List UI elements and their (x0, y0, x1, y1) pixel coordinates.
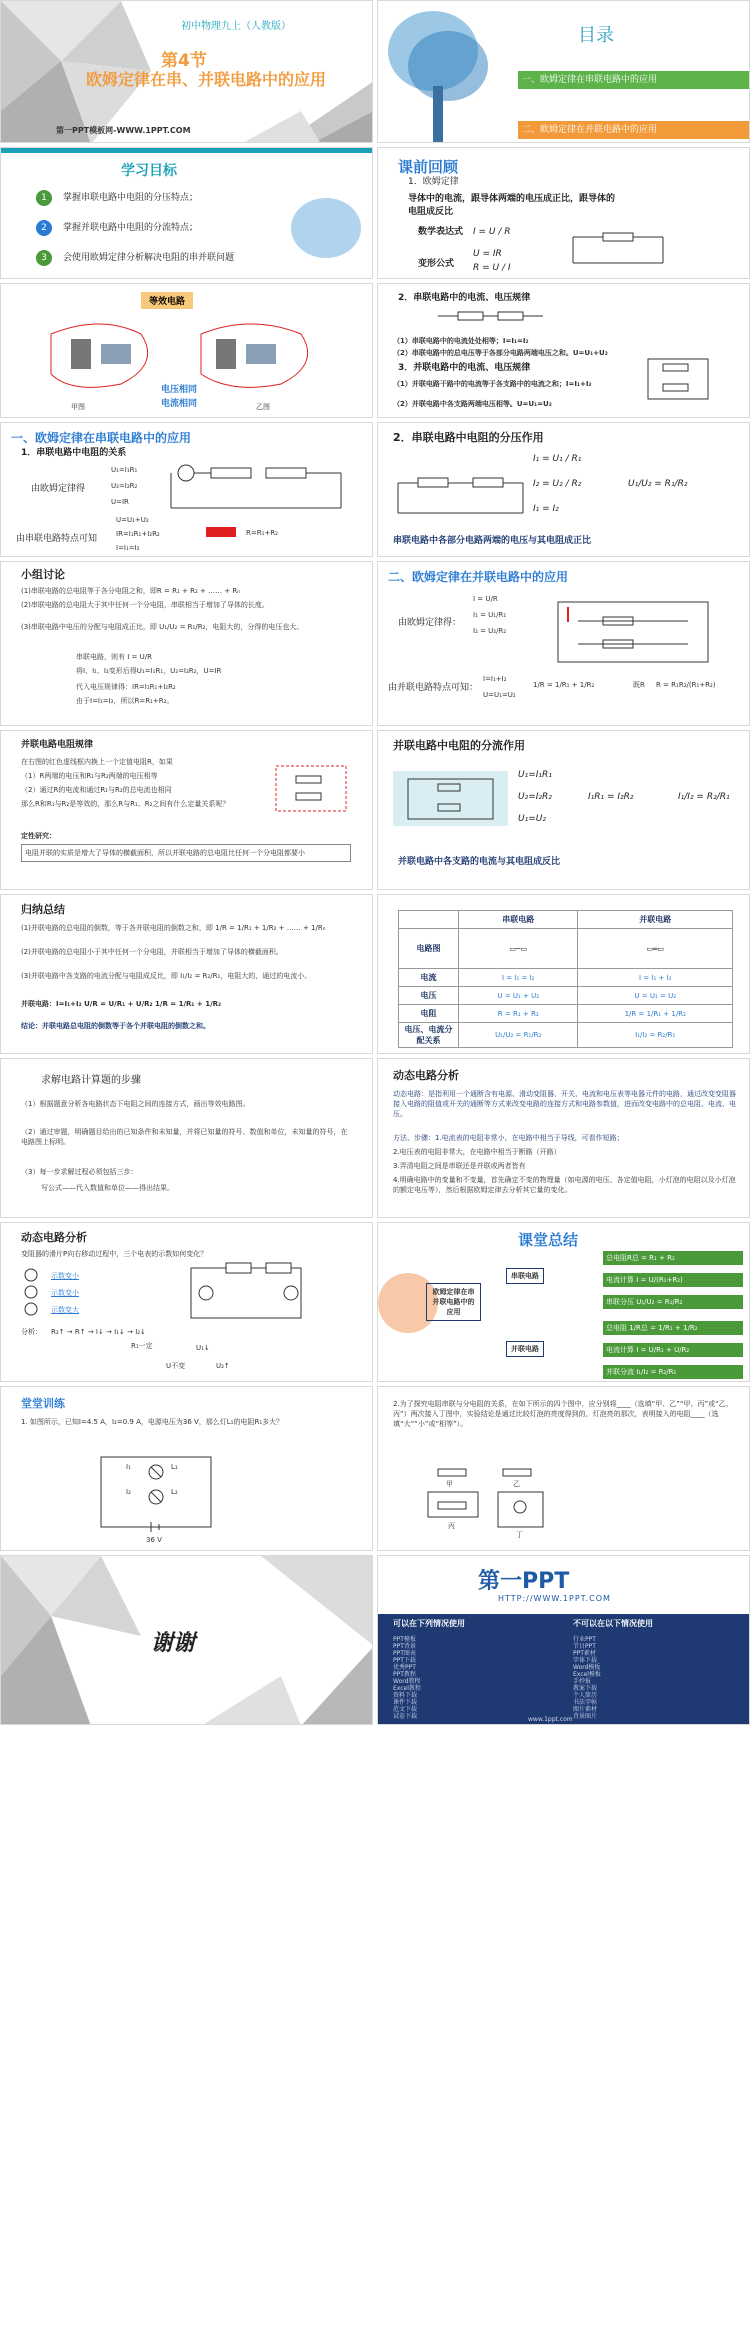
dynamic-intro-p2: 方法、步骤：1.电流表的电阻非常小，在电路中相当于导线，可看作短路； (393, 1134, 624, 1142)
credit-item[interactable]: PPT素材 (573, 1650, 596, 1657)
analysis-f1: R₁一定 (131, 1342, 153, 1350)
qualitative-label: 定性研究： (21, 832, 56, 840)
class-summary-title: 课堂总结 (518, 1231, 579, 1249)
credits-logo: 第一PPT (478, 1569, 570, 1594)
dynamic-intro-p3: 2.电压表的电阻非常大，在电路中相当于断路（开路） (393, 1148, 561, 1156)
formula-r: R = U / I (473, 263, 511, 273)
caption-current: 电流相同 (161, 399, 198, 409)
tree-illustration (378, 1, 518, 143)
p-eq-r: R = R₁R₂/(R₁+R₂) (656, 681, 716, 689)
formula-ohm: I = U / R (473, 227, 511, 237)
page-title: 欧姆定律在串、并联电路中的应用 (85, 70, 326, 89)
credit-item[interactable]: 行业PPT (573, 1636, 596, 1643)
resistor-diagram (378, 148, 750, 279)
eq-i: I=I₁=I₂ (116, 544, 140, 552)
slide-parallel-divider[interactable] (377, 730, 750, 890)
exercise-l2: L₂ (171, 1488, 178, 1496)
credit-item[interactable]: 教案下载 (573, 1685, 598, 1692)
exercise-i2: I₂ (126, 1488, 131, 1496)
review-title: 课前回顾 (398, 158, 459, 176)
credits-list-2 (573, 1636, 743, 1720)
credit-item[interactable]: 试卷下载 (393, 1713, 418, 1720)
slide-compare-table[interactable] (377, 894, 750, 1054)
parallel-ohm-b: 由并联电路特点可知： (388, 683, 479, 693)
answer-3: 示数变大 (51, 1306, 79, 1314)
pf-eq: U₁=U₂ (518, 814, 546, 824)
credit-item[interactable]: 背景图片 (573, 1713, 598, 1720)
cell-series-voltage: U = U₁ + U₂ (459, 987, 578, 1005)
goal-3: 会使用欧姆定律分析解决电阻的串并联问题 (63, 253, 235, 263)
summary-p1: (1)并联电路的总电阻的倒数，等于各并联电阻的倒数之和，即 1/R = 1/R₁ + 1/R₂ + …… + 1/Rₙ (21, 924, 326, 932)
analysis-chain: R₂↑ → R↑ → I↓ → I₁↓ → I₂↓ (51, 1328, 146, 1336)
summary-c1: 总电阻R总 = R₁ + R₂ (603, 1251, 743, 1265)
series-ohm-title: 一、欧姆定律在串联电路中的应用 (11, 431, 192, 445)
p-eq-i2: I₂ = U₂/R₂ (473, 627, 507, 635)
slide-exercise-1[interactable] (0, 1386, 373, 1551)
toc-item-2[interactable]: 二、欧姆定律在并联电路中的应用 (518, 121, 750, 139)
eq-sum: U=U₁+U₂ (116, 516, 149, 524)
cell-parallel-current: I = I₁ + I₂ (578, 969, 733, 987)
slide-summary[interactable] (0, 894, 373, 1054)
slide-equivalent[interactable] (0, 283, 373, 418)
credit-item[interactable]: 资料下载 (393, 1692, 418, 1699)
discussion-p2: (2)串联电路的总电阻大于其中任何一个分电阻，串联相当于增加了导体的长度。 (21, 601, 269, 609)
parallel-ohm-a: 由欧姆定律得： (398, 618, 462, 628)
divider-title: 2．串联电路中电阻的分压作用 (393, 431, 544, 444)
parallel-rule-p1: 在右图的红色虚线框内换上一个定值电阻R，如果 (21, 758, 173, 766)
slide-exercise-2[interactable] (377, 1386, 750, 1551)
dynamic-intro-title: 动态电路分析 (393, 1069, 459, 1082)
goals-title: 学习目标 (121, 163, 177, 179)
pf-ratio: I₁/I₂ = R₂/R₁ (678, 792, 730, 802)
fig-bing: 丙 (448, 1522, 455, 1530)
summary-title: 归纳总结 (21, 903, 65, 916)
discussion-p6: 代入电压规律得：IR=I₁R₁+I₂R₂ (76, 683, 176, 691)
goal-2-badge: 2 (36, 220, 52, 236)
slide-steps[interactable] (0, 1058, 373, 1218)
rule-series-voltage: （2）串联电路中的总电压等于各部分电路两端电压之和。U=U₁+U₂ (393, 349, 608, 357)
series-ohm-b: 由串联电路特点可知 (16, 534, 98, 544)
analysis-f3: U不变 (166, 1362, 186, 1370)
parallel-circuit (378, 562, 750, 726)
credits-allowed-title: 可以在下列情况使用 (393, 1619, 465, 1628)
f-i2: I₂ = U₂ / R₂ (533, 479, 582, 489)
pf-u2: U₂=I₂R₂ (518, 792, 552, 802)
credits-list-1 (393, 1636, 563, 1720)
summary-c2: 电流计算 I = U/(R₁+R₂) (603, 1273, 743, 1287)
cell-series-diagram: ▭─▭ (459, 929, 578, 969)
formula-u: U = IR (473, 249, 502, 259)
credit-item[interactable]: Word模板 (573, 1664, 601, 1671)
subject-label: 初中物理九上（人教版） (181, 21, 291, 32)
col-parallel: 并联电路 (578, 911, 733, 929)
caption-voltage: 电压相同 (161, 385, 198, 395)
eq-u1: U₁=I₁R₁ (111, 466, 138, 474)
dynamic-intro-p4: 3.弄清电阻之间是串联还是并联或两者皆有 (393, 1162, 526, 1170)
eq-u: U=IR (111, 498, 129, 506)
discussion-p5: 将I、I₁、I₂变形后得U₁=I₁R₁，U₂=I₂R₂，U=IR (76, 667, 222, 675)
slide-parallel-ohm[interactable] (377, 561, 750, 726)
goal-1-badge: 1 (36, 190, 52, 206)
steps-title: 求解电路计算题的步骤 (41, 1075, 141, 1086)
steps-p2: （2）通过审题，明确题目给出的已知条件和未知量，并将已知量的符号、数值和单位，未知量的符号，在电路图上标明。 (21, 1128, 348, 1146)
pf-u1: U₁=I₁R₁ (518, 770, 552, 780)
discussion-title: 小组讨论 (21, 568, 65, 581)
credit-item[interactable]: Excel教程 (393, 1685, 421, 1692)
credit-item[interactable]: 手抄报 (573, 1678, 592, 1685)
eq-result: R=R₁+R₂ (246, 529, 278, 537)
exercise-title: 堂堂训练 (21, 1397, 65, 1410)
summary-p2: (2)并联电路的总电阻小于其中任何一个分电阻，并联相当于增加了导体的横截面积。 (21, 948, 283, 956)
parallel-ohm-title: 二、欧姆定律在并联电路中的应用 (388, 570, 569, 584)
summary-c6: 并联分流 I₁/I₂ = R₂/R₁ (603, 1365, 743, 1379)
analysis-f4: U₂↑ (216, 1362, 230, 1370)
dynamic-question: 变阻器的滑片P向右移动过程中，三个电表的示数如何变化？ (21, 1250, 208, 1258)
rule-parallel-current: （1）并联电路干路中的电流等于各支路中的电流之和；I=I₁+I₂ (393, 380, 592, 388)
dynamic-circuit (1, 1223, 373, 1382)
cell-parallel-diagram: ▭═▭ (578, 929, 733, 969)
pf-prod: I₁R₁ = I₂R₂ (588, 792, 634, 802)
footer-text: 第一PPT模板网-WWW.1PPT.COM (56, 126, 191, 135)
review-expression-label: 数学表达式 (418, 227, 464, 237)
p-eq-u: U=U₁=U₂ (483, 691, 516, 699)
exercise-l1: L₁ (171, 1463, 178, 1471)
credit-item[interactable]: PPT模板 (393, 1636, 416, 1643)
slide-dynamic-intro[interactable] (377, 1058, 750, 1218)
dynamic-example-title: 动态电路分析 (21, 1231, 87, 1244)
exercise-i1: I₁ (126, 1463, 131, 1471)
cell-parallel-distribution: I₁/I₂ = R₂/R₁ (578, 1023, 733, 1048)
f-i1: I₁ = U₁ / R₁ (533, 454, 582, 464)
credit-item[interactable]: Word教程 (393, 1678, 421, 1685)
row-distribution: 电压、电流分配关系 (399, 1023, 459, 1048)
slide-goals[interactable] (0, 147, 373, 279)
steps-p1: （1）根据题意分析各电路状态下电阻之间的连接方式，画出等效电路图。 (21, 1100, 250, 1108)
rules-series-title: 2．串联电路中的电流、电压规律 (398, 293, 531, 303)
series-ohm-a: 由欧姆定律得 (31, 484, 86, 494)
f-ratio: U₁/U₂ = R₁/R₂ (628, 479, 688, 489)
review-variant-label: 变形公式 (418, 259, 455, 269)
exercise-q2: 2.为了探究电阻串联与分电阻的关系，在如下所示的四个图中，应分别将____（选填“甲、乙”“甲、丙”或“乙、丙”）两次接入丁图中，实验结论是通过比较灯泡的亮度得到的，灯泡亮的那次，表明接入的电阻____（选填“大”“小”或“相等”）。 (393, 1400, 733, 1428)
credit-item[interactable]: 书法字帖 (573, 1699, 598, 1706)
answer-2: 示数变小 (51, 1289, 79, 1297)
credits-link[interactable]: www.1ppt.com (528, 1716, 573, 1723)
slide-parallel-rule[interactable] (0, 730, 373, 890)
credit-item[interactable]: 节日PPT (573, 1643, 596, 1650)
credit-item[interactable]: 课件下载 (393, 1699, 418, 1706)
analysis-f2: U₁↓ (196, 1344, 210, 1352)
summary-root: 欧姆定律在串并联电路中的应用 (426, 1283, 481, 1321)
tree-decoration (291, 198, 361, 258)
f-eq: I₁ = I₂ (533, 504, 559, 514)
parallel-rule-p3: （2）通过R的电流和通过R₁与R₂的总电流也相同 (21, 786, 172, 794)
compare-table (398, 910, 733, 1048)
slide-series-divider[interactable] (377, 422, 750, 557)
credit-item[interactable]: PPT背景 (393, 1643, 416, 1650)
cell-series-current: I = I₁ = I₂ (459, 969, 578, 987)
summary-c5: 电流计算 I = U/R₁ + U/R₂ (603, 1343, 743, 1357)
fig-yi: 乙 (513, 1480, 520, 1488)
slide-class-summary[interactable] (377, 1222, 750, 1382)
credit-item[interactable]: Excel模板 (573, 1671, 601, 1678)
slide-thanks[interactable] (0, 1555, 373, 1725)
discussion-p3: (3)串联电路中电压的分配与电阻成正比，即 U₁/U₂ = R₁/R₂，电阻大的，分得的电压也大。 (21, 623, 304, 631)
slide-credits[interactable] (377, 1555, 750, 1725)
pdiv-title: 并联电路中电阻的分流作用 (393, 739, 525, 752)
rules-parallel-title: 3．并联电路中的电流、电压规律 (398, 363, 531, 373)
p-eq-i: I = U/R (473, 595, 498, 603)
exercise-q1: 1. 如图所示，已知I=4.5 A，I₂=0.9 A，电源电压为36 V，那么灯L₁的电阻R₁多大？ (21, 1418, 284, 1426)
slide-toc[interactable] (377, 0, 750, 143)
exercise-circuit (1, 1387, 373, 1551)
credit-item[interactable]: PPT图表 (393, 1650, 416, 1657)
cell-series-resistance: R = R₁ + R₂ (459, 1005, 578, 1023)
slide-discussion[interactable] (0, 561, 373, 726)
goal-3-badge: 3 (36, 250, 52, 266)
summary-c4: 总电阻 1/R总 = 1/R₁ + 1/R₂ (603, 1321, 743, 1335)
section-number: 第4节 (161, 51, 207, 71)
toc-item-1[interactable]: 一、欧姆定律在串联电路中的应用 (518, 71, 750, 89)
discussion-p4: 串联电路，则有 I = U/R (76, 653, 152, 661)
row-resistance: 电阻 (399, 1005, 459, 1023)
exercise-2-figures (378, 1387, 750, 1551)
label-jia: 甲图 (71, 403, 85, 411)
slide-series-ohm[interactable] (0, 422, 373, 557)
parallel-rule-p2: （1）R两端的电压和R₁与R₂两端的电压相等 (21, 772, 158, 780)
discussion-p1: (1)串联电路的总电阻等于各分电阻之和，即R = R₁ + R₂ + …… + Rₙ (21, 587, 241, 595)
answer-1: 示数变小 (51, 1272, 79, 1280)
credit-item[interactable]: 范文下载 (393, 1706, 418, 1713)
row-current: 电流 (399, 969, 459, 987)
credit-item[interactable]: PPT教程 (393, 1671, 416, 1678)
slide-dynamic-example[interactable] (0, 1222, 373, 1382)
slide-review[interactable] (377, 147, 750, 279)
summary-p3: (3)并联电路中各支路的电流分配与电阻成反比，即 I₁/I₂ = R₂/R₁，电阻大的，通过的电流小。 (21, 972, 312, 980)
credit-item[interactable]: 字体下载 (573, 1657, 598, 1664)
qualitative-note: 电阻并联的实质是增大了导体的横截面积，所以并联电路的总电阻比任何一个分电阻都要小 (21, 844, 351, 862)
cell-parallel-resistance: 1/R = 1/R₁ + 1/R₂ (578, 1005, 733, 1023)
eq-u2: U₂=I₂R₂ (111, 482, 138, 490)
thanks-text: 谢谢 (151, 1631, 196, 1656)
row-diagram: 电路图 (399, 929, 459, 969)
slide-rules[interactable] (377, 283, 750, 418)
summary-conclusion: 结论：并联电路总电阻的倒数等于各个并联电阻的倒数之和。 (21, 1022, 210, 1030)
credit-item[interactable]: 个人简历 (573, 1692, 598, 1699)
dynamic-intro-p1: 动态电路：是指利用一个通断含有电源、滑动变阻器、开关、电流和电压表等电器元件的电路，通过改变变阻器接入电路的阻值或开关的通断等方式来改变电路的连接方式和电路参数值，进而改变电路中的总电阻、电流、电压。 (393, 1090, 736, 1118)
divider-conclusion: 串联电路中各部分电路两端的电压与其电阻成正比 (393, 536, 592, 546)
equivalent-badge: 等效电路 (141, 292, 193, 309)
analysis-label: 分析： (21, 1328, 42, 1336)
summary-c3: 串联分压 U₁/U₂ = R₁/R₂ (603, 1295, 743, 1309)
goal-1: 掌握串联电路中电阻的分压特点； (63, 193, 199, 203)
series-circuit (1, 423, 373, 557)
goal-2: 掌握并联电路中电阻的分流特点； (63, 223, 199, 233)
col-series: 串联电路 (459, 911, 578, 929)
series-ohm-subtitle: 1．串联电路中电阻的关系 (21, 448, 127, 458)
review-statement: 导体中的电流，跟导体两端的电压成正比，跟导体的电阻成反比 (408, 194, 616, 217)
credit-item[interactable]: 图片素材 (573, 1706, 598, 1713)
cell-parallel-voltage: U = U₁ = U₂ (578, 987, 733, 1005)
parallel-rule-circuit (1, 731, 373, 890)
row-voltage: 电压 (399, 987, 459, 1005)
fig-ding: 丁 (516, 1531, 523, 1539)
steps-p4: 写公式——代入数值和单位——得出结果。 (41, 1184, 174, 1192)
p-eq-i1: I₁ = U₁/R₁ (473, 611, 507, 619)
summary-parallel: 并联电路 (506, 1341, 544, 1357)
dynamic-intro-p5: 4.明确电路中的变量和不变量，首先确定不变的物理量（如电源的电压、各定值电阻，小灯泡的电阻以及小灯泡的额定电压等），然后根据欧姆定律去分析其它量的变化。 (393, 1176, 736, 1194)
exercise-voltage: 36 V (146, 1536, 162, 1544)
rule-parallel-voltage: （2）并联电路中各支路两端电压相等。U=U₁=U₂ (393, 400, 552, 408)
cell-series-distribution: U₁/U₂ = R₁/R₂ (459, 1023, 578, 1048)
summary-series: 串联电路 (506, 1268, 544, 1284)
credits-disallowed-title: 不可以在以下情况使用 (573, 1619, 653, 1628)
discussion-p7: 由于I=I₁=I₂，所以R=R₁+R₂。 (76, 697, 174, 705)
summary-p4: 并联电路：I=I₁+I₂ U/R = U/R₁ + U/R₂ 1/R = 1/R₁ + 1/R₂ (21, 1000, 222, 1008)
slide-title[interactable] (0, 0, 373, 143)
p-eq-isum: I=I₁+I₂ (483, 675, 507, 683)
pdiv-conclusion: 并联电路中各支路的电流与其电阻成反比 (398, 857, 561, 867)
toc-title: 目录 (578, 25, 614, 46)
fig-jia: 甲 (446, 1480, 453, 1488)
credit-item[interactable]: PPT下载 (393, 1657, 416, 1664)
eq-ir: IR=I₁R₁+I₂R₂ (116, 530, 160, 538)
label-yi: 乙图 (256, 403, 270, 411)
parallel-rule-p4: 那么R和R₁与R₂是等效的，那么R与R₁、R₂之间有什么定量关系呢？ (21, 800, 230, 808)
review-law: 1．欧姆定律 (408, 177, 459, 187)
credits-url[interactable]: HTTP://WWW.1PPT.COM (498, 1594, 611, 1603)
p-eq-label: 既R (633, 681, 645, 689)
p-eq-recip: 1/R = 1/R₁ + 1/R₂ (533, 681, 595, 689)
steps-p3: （3）每一步求解过程必须包括三步： (21, 1168, 138, 1176)
parallel-rule-title: 并联电路电阻规律 (21, 740, 94, 750)
rule-series-current: （1）串联电路中的电流处处相等；I=I₁=I₂ (393, 337, 529, 345)
credit-item[interactable]: 优秀PPT (393, 1664, 416, 1671)
